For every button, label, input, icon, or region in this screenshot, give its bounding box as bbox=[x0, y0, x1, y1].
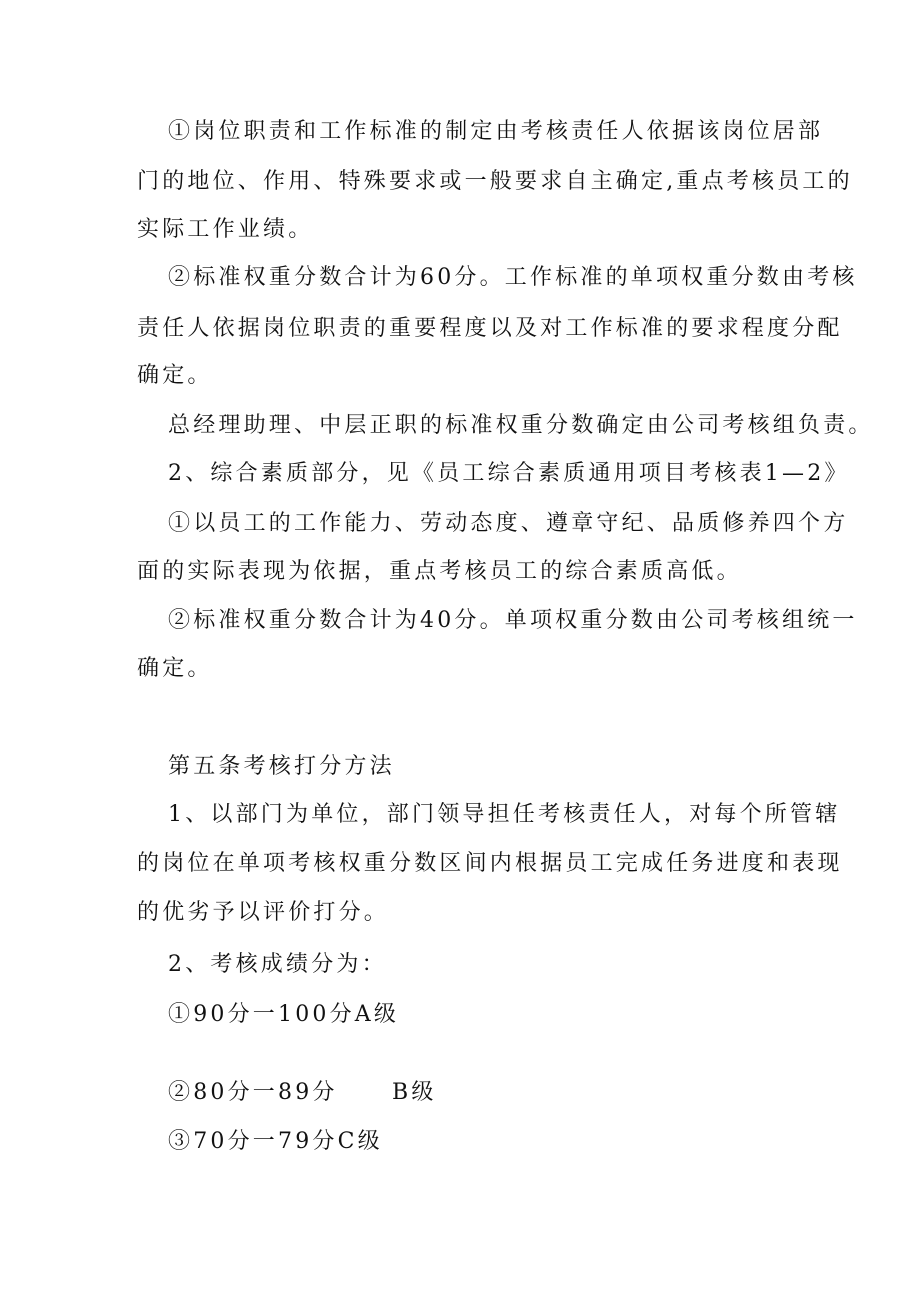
paragraph-line: 2、考核成绩分为： bbox=[168, 952, 387, 977]
grade-item-c: ③70分一79分C级 bbox=[168, 1129, 383, 1154]
paragraph-line: ②标准权重分数合计为60分。工作标准的单项权重分数由考核 bbox=[168, 265, 858, 290]
paragraph-line: 确定。 bbox=[137, 363, 213, 388]
paragraph-line: ①岗位职责和工作标准的制定由考核责任人依据该岗位居部 bbox=[168, 119, 824, 144]
paragraph-line: 的岗位在单项考核权重分数区间内根据员工完成任务进度和表现 bbox=[137, 851, 843, 876]
grade-item-b-range: ②80分一89分 bbox=[168, 1080, 338, 1105]
paragraph-line: 门的地位、作用、特殊要求或一般要求自主确定,重点考核员工的 bbox=[137, 169, 853, 194]
paragraph-line: ①以员工的工作能力、劳动态度、遵章守纪、品质修养四个方 bbox=[168, 511, 849, 536]
paragraph-line: 2、综合素质部分，见《员工综合素质通用项目考核表1—2》 bbox=[168, 461, 850, 486]
grade-item-a: ①90分一100分A级 bbox=[168, 1002, 400, 1027]
paragraph-line: 总经理助理、中层正职的标准权重分数确定由公司考核组负责。 bbox=[168, 413, 874, 438]
paragraph-line: 面的实际表现为依据，重点考核员工的综合素质高低。 bbox=[137, 559, 742, 584]
paragraph-line: ②标准权重分数合计为40分。单项权重分数由公司考核组统一 bbox=[168, 608, 858, 633]
section-heading: 第五条考核打分方法 bbox=[168, 754, 395, 779]
grade-item-b-level: B级 bbox=[392, 1080, 437, 1105]
paragraph-line: 责任人依据岗位职责的重要程度以及对工作标准的要求程度分配 bbox=[137, 316, 843, 341]
paragraph-line: 实际工作业绩。 bbox=[137, 217, 314, 242]
paragraph-line: 确定。 bbox=[137, 656, 213, 681]
paragraph-line: 的优劣予以评价打分。 bbox=[137, 900, 390, 925]
paragraph-line: 1、以部门为单位，部门领导担任考核责任人，对每个所管辖 bbox=[168, 802, 841, 827]
